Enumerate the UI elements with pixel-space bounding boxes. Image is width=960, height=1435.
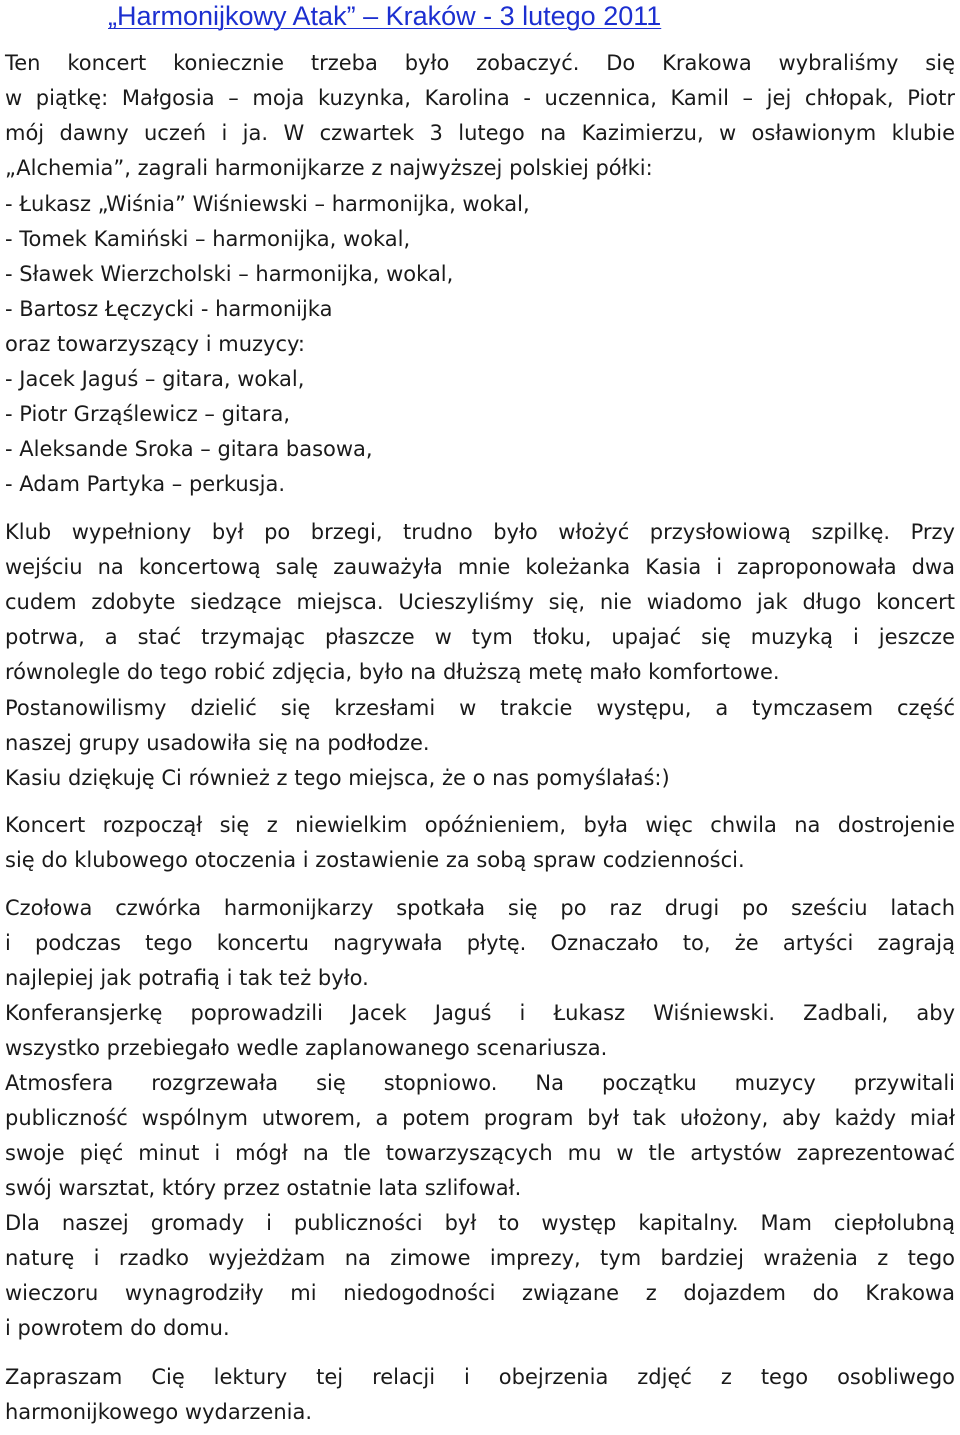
text-line: - Jacek Jaguś – gitara, wokal, bbox=[5, 367, 305, 391]
text-line: i podczas tego koncertu nagrywała płytę. Oznaczało to, że artyści zagrają bbox=[5, 931, 955, 955]
text-line: wszystko przebiegało wedle zaplanowanego scenariusza. bbox=[5, 1036, 608, 1060]
text-line: Atmosfera rozgrzewała się stopniowo. Na początku muzycy przywitali bbox=[5, 1071, 955, 1095]
text-line: Dla naszej gromady i publiczności był to występ kapitalny. Mam ciepłolubną bbox=[5, 1211, 955, 1235]
text-line: „Alchemia”, zagrali harmonijkarze z najwyższej polskiej półki: bbox=[5, 156, 653, 180]
text-line: potrwa, a stać trzymając płaszcze w tym tłoku, upajać się muzyką i jeszcze bbox=[5, 625, 955, 649]
text-line: naszej grupy usadowiła się na podłodze. bbox=[5, 731, 430, 755]
text-line: swój warsztat, który przez ostatnie lata szlifował. bbox=[5, 1176, 522, 1200]
text-line: równolegle do tego robić zdjęcia, było na dłuższą metę mało komfortowe. bbox=[5, 660, 780, 684]
text-line: cudem zdobyte siedzące miejsca. Ucieszyliśmy się, nie wiadomo jak długo koncert bbox=[5, 590, 955, 614]
document-title: „Harmonijkowy Atak” – Kraków - 3 lutego 2011 bbox=[108, 1, 662, 31]
text-line: oraz towarzyszący i muzycy: bbox=[5, 332, 305, 356]
text-line: swoje pięć minut i mógł na tle towarzyszących mu w tle artystów zaprezentować bbox=[5, 1141, 955, 1165]
text-line: wieczoru wynagrodziły mi niedogodności związane z dojazdem do Krakowa bbox=[5, 1281, 955, 1305]
text-line: - Adam Partyka – perkusja. bbox=[5, 472, 286, 496]
text-line: - Piotr Grząślewicz – gitara, bbox=[5, 402, 291, 426]
text-line: się do klubowego otoczenia i zostawienie za sobą spraw codzienności. bbox=[5, 848, 745, 872]
text-line: i powrotem do domu. bbox=[5, 1316, 230, 1340]
text-line: - Tomek Kamiński – harmonijka, wokal, bbox=[5, 227, 411, 251]
text-line: - Łukasz „Wiśnia” Wiśniewski – harmonijka, wokal, bbox=[5, 192, 530, 216]
text-line: mój dawny uczeń i ja. W czwartek 3 lutego na Kazimierzu, w osławionym klubie bbox=[5, 121, 955, 145]
text-line: - Bartosz Łęczycki - harmonijka bbox=[5, 297, 333, 321]
text-line: Zapraszam Cię lektury tej relacji i obejrzenia zdjęć z tego osobliwego bbox=[5, 1365, 955, 1389]
text-line: publiczność wspólnym utworem, a potem program był tak ułożony, aby każdy miał bbox=[5, 1106, 955, 1130]
text-line: Konferansjerkę poprowadzili Jacek Jaguś i Łukasz Wiśniewski. Zadbali, aby bbox=[5, 1001, 955, 1025]
text-line: naturę i rzadko wyjeżdżam na zimowe imprezy, tym bardziej wrażenia z tego bbox=[5, 1246, 955, 1270]
text-line: - Aleksande Sroka – gitara basowa, bbox=[5, 437, 373, 461]
text-line: Postanowilismy dzielić się krzesłami w trakcie występu, a tymczasem część bbox=[5, 696, 955, 720]
text-line: - Sławek Wierzcholski – harmonijka, wokal, bbox=[5, 262, 454, 286]
text-line: Klub wypełniony był po brzegi, trudno było włożyć przysłowiową szpilkę. Przy bbox=[5, 520, 955, 544]
text-line: wejściu na koncertową salę zauważyła mnie koleżanka Kasia i zaproponowała dwa bbox=[5, 555, 955, 579]
text-line: w piątkę: Małgosia – moja kuzynka, Karolina - uczennica, Kamil – jej chłopak, Piotr bbox=[5, 86, 955, 110]
text-line: Ten koncert koniecznie trzeba było zobaczyć. Do Krakowa wybraliśmy się bbox=[5, 51, 955, 75]
text-line: Czołowa czwórka harmonijkarzy spotkała się po raz drugi po sześciu latach bbox=[5, 896, 955, 920]
text-line: najlepiej jak potrafią i tak też było. bbox=[5, 966, 369, 990]
text-line: Kasiu dziękuję Ci również z tego miejsca, że o nas pomyślałaś:) bbox=[5, 766, 670, 790]
text-line: Koncert rozpoczął się z niewielkim opóźnieniem, była więc chwila na dostrojenie bbox=[5, 813, 955, 837]
text-line: harmonijkowego wydarzenia. bbox=[5, 1400, 313, 1424]
